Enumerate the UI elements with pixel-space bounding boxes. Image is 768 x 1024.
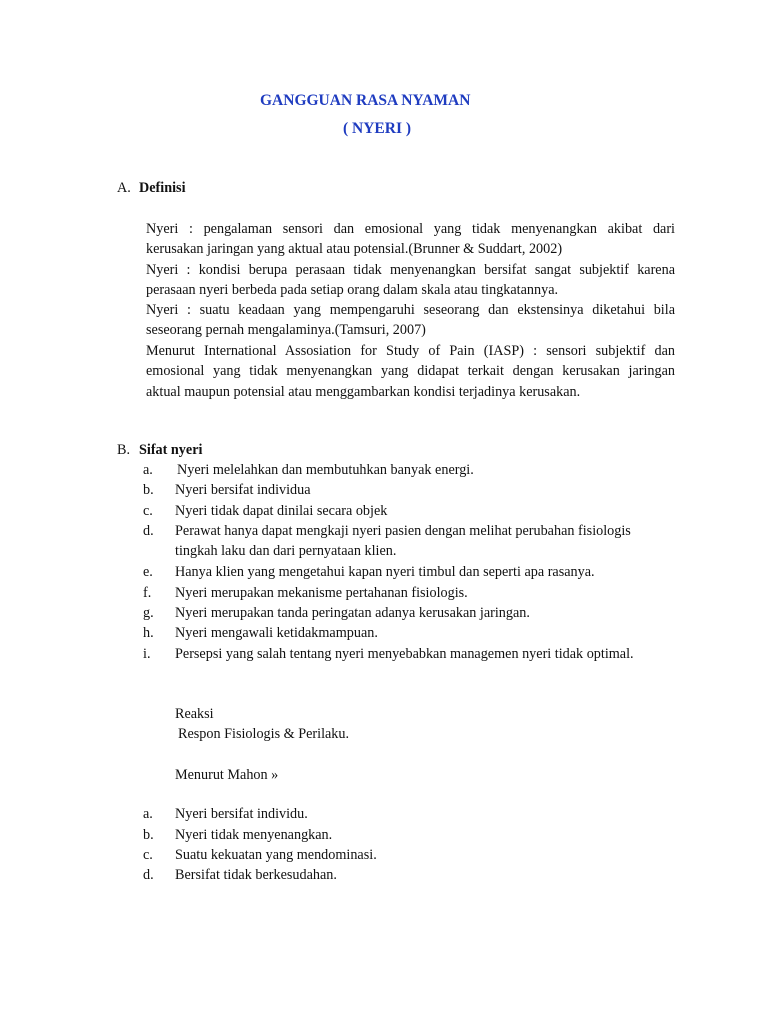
list-item: Nyeri melelahkan dan membutuhkan banyak energi. bbox=[177, 462, 474, 478]
definition-line: kerusakan jaringan yang aktual atau potensial.(Brunner & Suddart, 2002) bbox=[146, 241, 563, 257]
definition-line: aktual maupun potensial atau menggambarkan kondisi terjadinya kerusakan. bbox=[146, 384, 581, 400]
list-marker: d. bbox=[143, 523, 154, 539]
list-item: Nyeri mengawali ketidakmampuan. bbox=[175, 625, 378, 641]
section-b-heading: Sifat nyeri bbox=[139, 442, 203, 458]
list-marker: i. bbox=[143, 646, 151, 662]
list-marker: b. bbox=[143, 827, 154, 843]
document-title: GANGGUAN RASA NYAMAN bbox=[260, 92, 471, 109]
list-marker: g. bbox=[143, 605, 154, 621]
document-subtitle: ( NYERI ) bbox=[343, 120, 412, 137]
list-marker: c. bbox=[143, 503, 153, 519]
list-item: Perawat hanya dapat mengkaji nyeri pasien dengan melihat perubahan fisiologis bbox=[175, 523, 631, 539]
list-item: Nyeri merupakan mekanisme pertahanan fisiologis. bbox=[175, 585, 468, 601]
definition-line: seseorang pernah mengalaminya.(Tamsuri, 2007) bbox=[146, 322, 426, 338]
definition-line: Nyeri : pengalaman sensori dan emosional yang tidak menyenangkan akibat dari bbox=[146, 221, 675, 237]
list-item: Hanya klien yang mengetahui kapan nyeri timbul dan seperti apa rasanya. bbox=[175, 564, 595, 580]
section-b-marker: B. bbox=[117, 442, 131, 458]
reaksi-detail: Respon Fisiologis & Perilaku. bbox=[178, 726, 350, 742]
list-marker: d. bbox=[143, 867, 154, 883]
list-marker: a. bbox=[143, 806, 153, 822]
list-item: Nyeri tidak menyenangkan. bbox=[175, 827, 333, 843]
definition-line: perasaan nyeri berbeda pada setiap orang dalam skala atau tingkatannya. bbox=[146, 282, 559, 298]
list-marker: h. bbox=[143, 625, 154, 641]
definition-line: Menurut International Assosiation for Study of Pain (IASP) : sensori subjektif dan bbox=[146, 343, 675, 359]
list-marker: b. bbox=[143, 482, 154, 498]
list-item: Nyeri bersifat individua bbox=[175, 482, 311, 498]
list-item: Nyeri merupakan tanda peringatan adanya kerusakan jaringan. bbox=[175, 605, 530, 621]
list-item: Bersifat tidak berkesudahan. bbox=[175, 867, 337, 883]
list-item: Suatu kekuatan yang mendominasi. bbox=[175, 847, 377, 863]
list-marker: c. bbox=[143, 847, 153, 863]
list-item: Nyeri bersifat individu. bbox=[175, 806, 308, 822]
definition-line: Nyeri : suatu keadaan yang mempengaruhi seseorang dan ekstensinya diketahui bila bbox=[146, 302, 675, 318]
list-marker: f. bbox=[143, 585, 152, 601]
section-a-marker: A. bbox=[117, 180, 131, 196]
definition-line: emosional yang tidak menyenangkan yang didapat terkait dengan kerusakan jaringan bbox=[146, 363, 675, 379]
definition-line: Nyeri : kondisi berupa perasaan tidak menyenangkan bersifat sangat subjektif karena bbox=[146, 262, 675, 278]
section-a-heading: Definisi bbox=[139, 180, 186, 196]
list-item: Nyeri tidak dapat dinilai secara objek bbox=[175, 503, 388, 519]
list-marker: a. bbox=[143, 462, 153, 478]
mahon-label: Menurut Mahon » bbox=[175, 767, 279, 783]
list-marker: e. bbox=[143, 564, 153, 580]
list-item-continuation: tingkah laku dan dari pernyataan klien. bbox=[175, 543, 397, 559]
reaksi-label: Reaksi bbox=[175, 706, 214, 722]
list-item: Persepsi yang salah tentang nyeri menyebabkan managemen nyeri tidak optimal. bbox=[175, 646, 634, 662]
